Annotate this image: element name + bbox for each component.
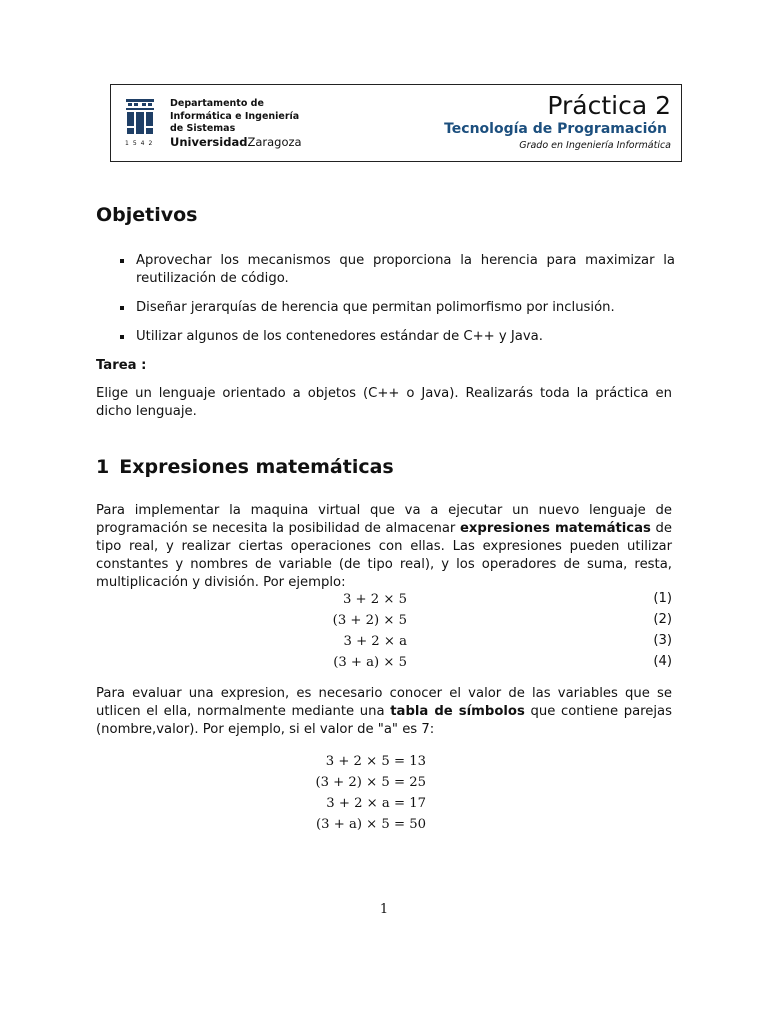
result-equation: (3 + a) × 5 = 50 xyxy=(315,817,426,832)
tarea-label: Tarea : xyxy=(96,358,147,373)
practice-title: Práctica 2 xyxy=(547,91,671,120)
objectives-list xyxy=(120,252,675,357)
list-item: Utilizar algunos de los contenedores estándar de C++ y Java. xyxy=(120,328,675,346)
logo-year: 1542 xyxy=(125,140,157,147)
result-equation: (3 + 2) × 5 = 25 xyxy=(315,775,426,790)
equation: 3 + 2 × a xyxy=(343,634,407,649)
list-item: Aprovechar los mecanismos que proporciona la herencia para maximizar la reutilización de código. xyxy=(120,252,675,288)
course-name: Tecnología de Programación xyxy=(444,121,667,137)
evaluation-paragraph: Para evaluar una expresion, es necesario conocer el valor de las variables que se utlicen el ella, normalmente mediante una tabla de símbolos que contiene parejas (nombre,valor). Por ejemplo, si el valor de "a" es 7: xyxy=(96,686,673,737)
degree-name: Grado en Ingeniería Informática xyxy=(519,140,671,151)
tarea-text: Elige un lenguaje orientado a objetos (C++ o Java). Realizarás toda la práctica en dicho lenguaje. xyxy=(96,386,672,419)
university-name: UniversidadZaragoza xyxy=(170,135,302,149)
header-box xyxy=(110,84,682,162)
objetivos-heading: Objetivos xyxy=(96,204,198,226)
result-equation: 3 + 2 × 5 = 13 xyxy=(325,754,426,769)
equation-number: (1) xyxy=(653,591,672,606)
equation-number: (3) xyxy=(653,633,672,648)
department-name: Departamento de Informática e Ingeniería de Sistemas xyxy=(170,98,300,134)
list-item: Diseñar jerarquías de herencia que permitan polimorfismo por inclusión. xyxy=(120,299,675,317)
equation-number: (2) xyxy=(653,612,672,627)
page-number: 1 xyxy=(379,902,389,917)
section-heading: 1 Expresiones matemáticas xyxy=(96,456,394,478)
result-equation: 3 + 2 × a = 17 xyxy=(326,796,426,811)
intro-paragraph: Para implementar la maquina virtual que va a ejecutar un nuevo lenguaje de programación se necesita la posibilidad de almacenar expresiones matemáticas de tipo real, y realizar ciertas operaciones con ellas. Las expresiones pueden utilizar constantes y nombres de variable (de tipo real), y los operadores de suma, resta, multiplicación y división. Por ejemplo: xyxy=(96,503,672,590)
equation: (3 + 2) × 5 xyxy=(332,613,407,628)
equation-number: (4) xyxy=(653,654,672,669)
equation: 3 + 2 × 5 xyxy=(342,592,407,607)
equation: (3 + a) × 5 xyxy=(333,655,407,670)
